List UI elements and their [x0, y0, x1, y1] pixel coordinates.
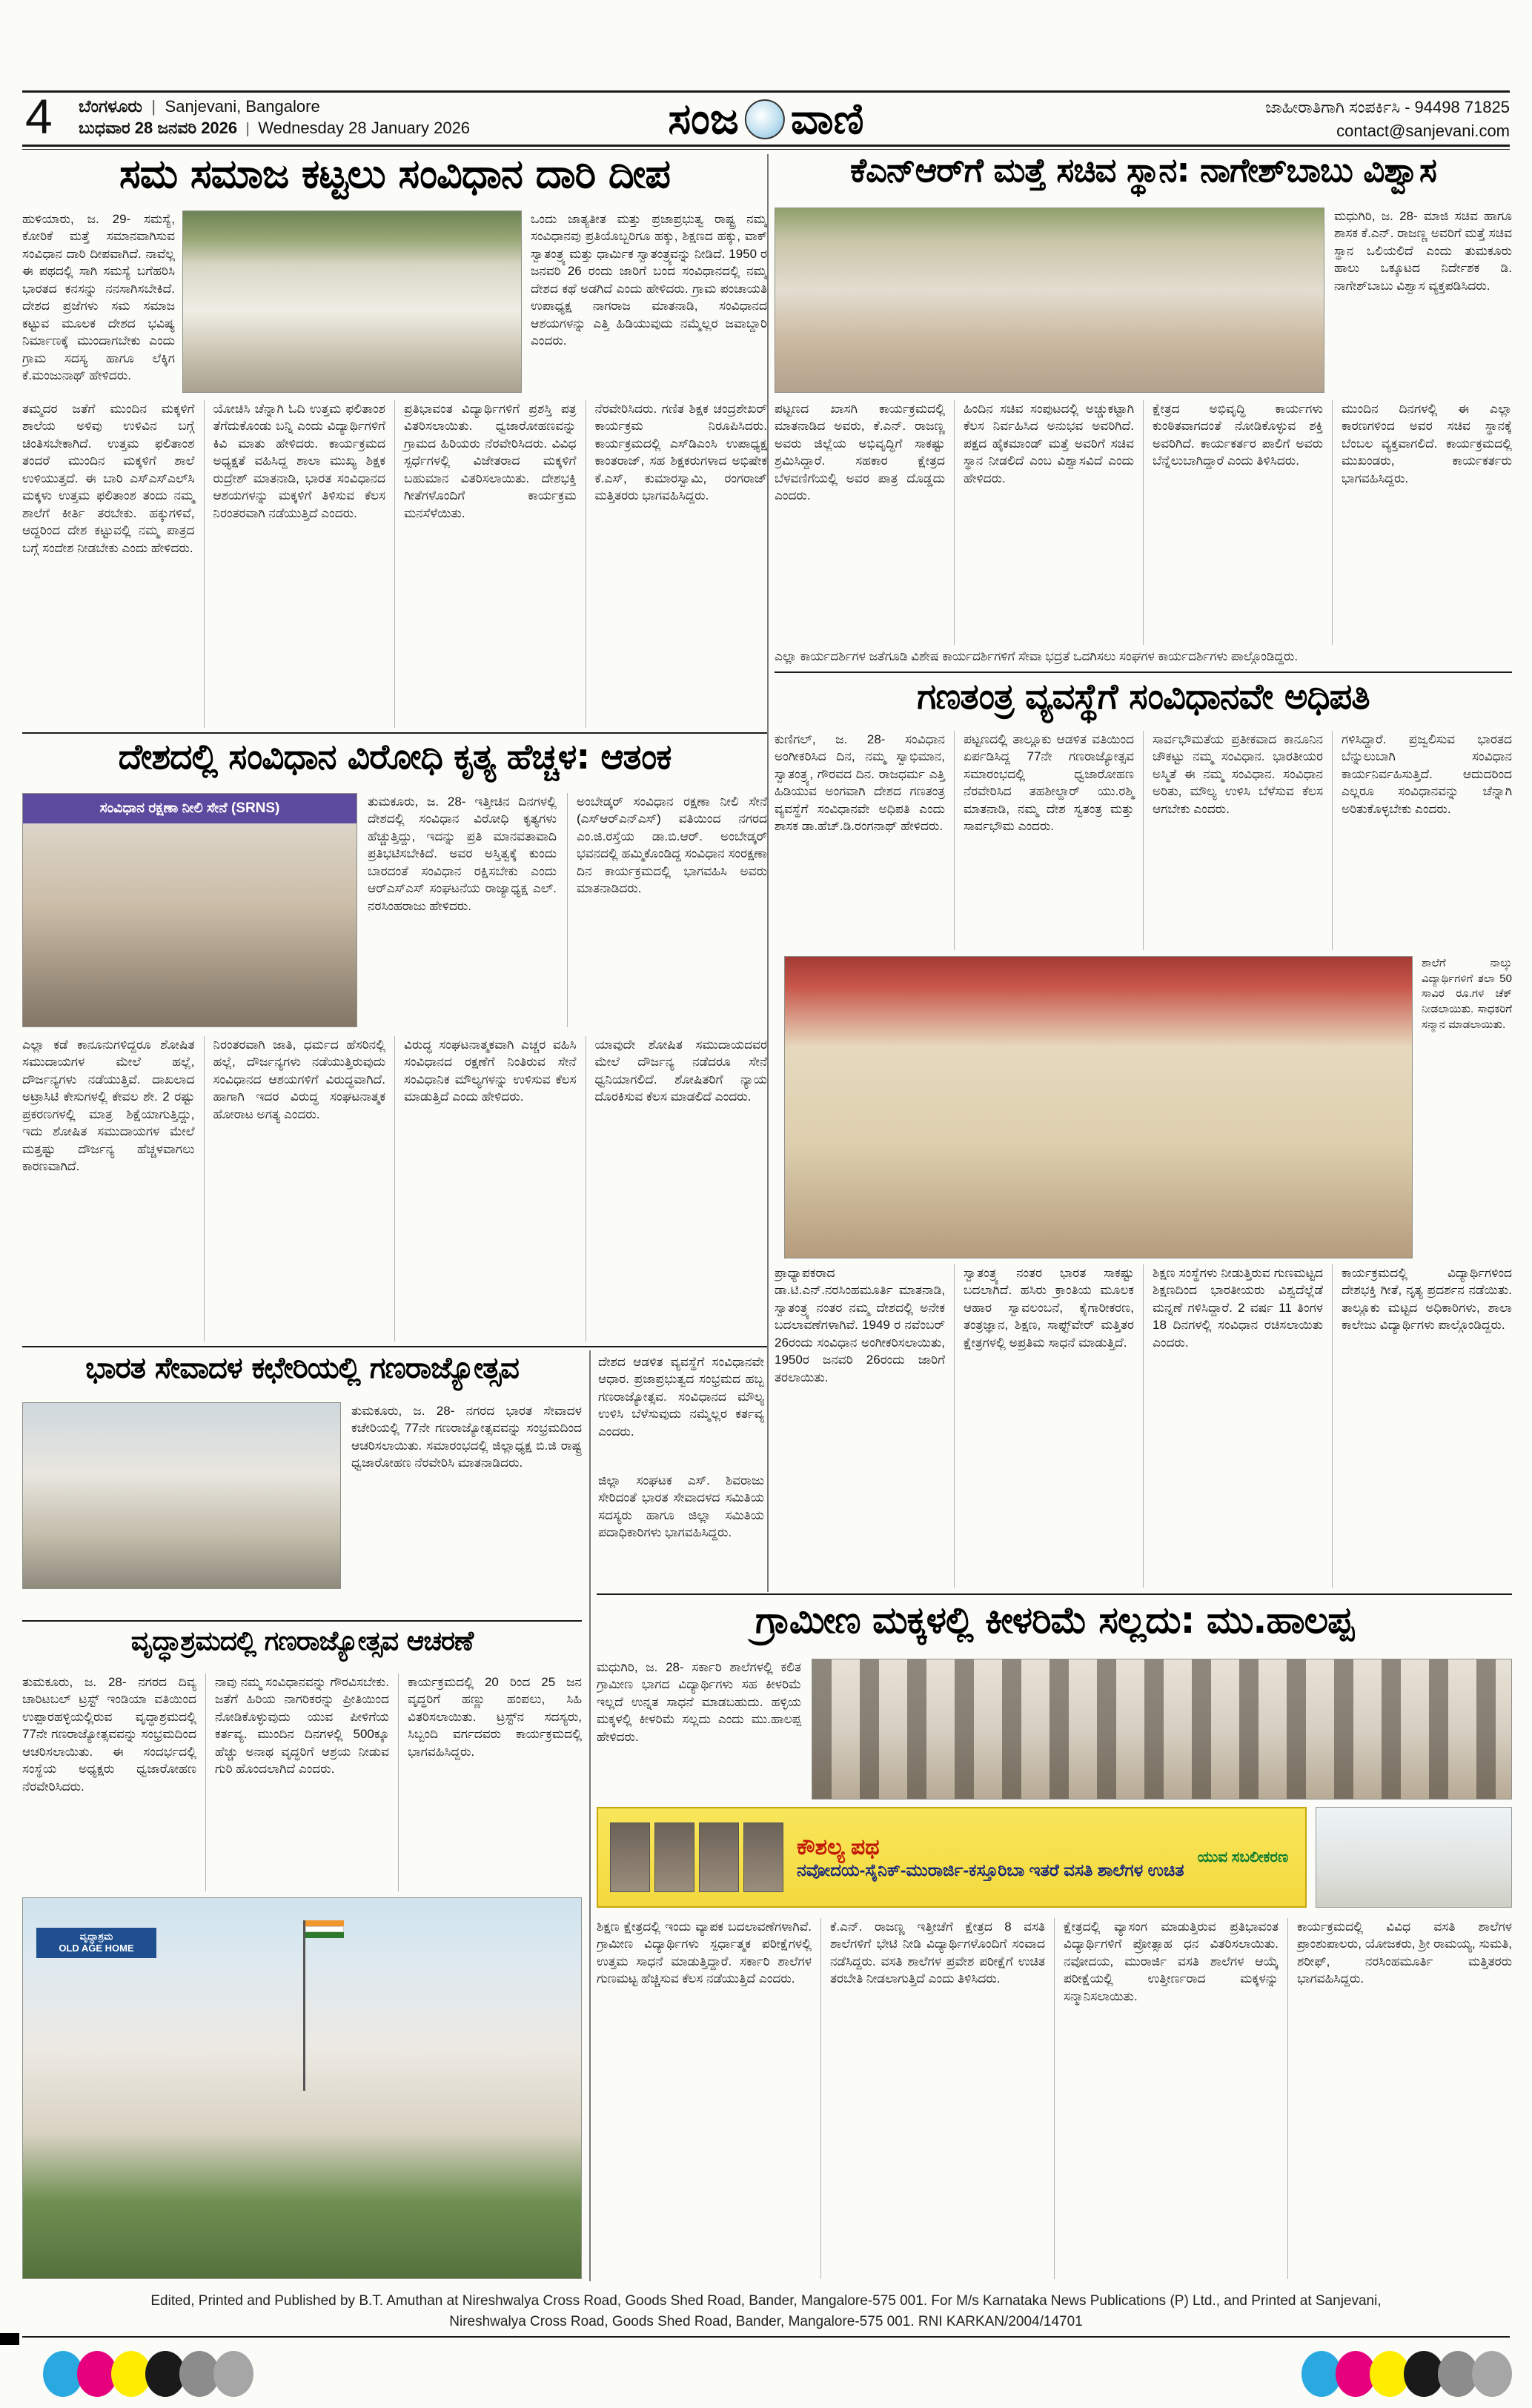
article-a4-col-1: ತುಮಕೂರು, ಜ. 28- ನಗರದ ದಿವ್ಯ ಚಾರಿಟಬಲ್ ಟ್ರಸ್ಟ್ ಇಂಡಿಯಾ ವತಿಯಿಂದ ಉಪ್ಪಾರಹಳ್ಳಿಯಲ್ಲಿರುವ ವೃದ್ಧಾಶ್ರಮದಲ್ಲಿ 77ನೇ ಗಣರಾಜ್ಯೋತ್ಸವವನ್ನು ಸಂಭ್ರಮದಿಂದ ಆಚರಿಸಲಾಯಿತು. ಈ ಸಂದರ್ಭದಲ್ಲಿ ಸಂಸ್ಥೆಯ ಅಧ್ಯಕ್ಷರು ಧ್ವಜಾರೋಹಣ ನೆರವೇರಿಸಿದರು.	[22, 1675, 196, 1794]
bottom-article-body	[597, 1918, 1512, 2279]
article-a1-col-1: ತಮ್ಮದರ ಜತೆಗೆ ಮುಂದಿನ ಮಕ್ಕಳಿಗೆ ಶಾಲೆಯ ಅಳಿವು ಉಳಿವಿನ ಬಗ್ಗೆ ಚಿಂತಿಸಬೇಕಾಗಿದೆ. ಉತ್ತಮ ಫಲಿತಾಂಶ ತಂದರೆ ಮುಂದಿನ ಮಕ್ಕಳಿಗೆ ಶಾಲೆ ಉಳಿಯುತ್ತದೆ. ಈ ಬಾರಿ ಎಸ್ಎಸ್ಎಲ್‌ಸಿ ಮಕ್ಕಳು ಉತ್ತಮ ಫಲಿತಾಂಶ ತಂದು ನಮ್ಮ ಶಾಲೆಗೆ ಕೀರ್ತಿ ತರಬೇಕು. ಹಕ್ಕುಗಳಿವೆ, ಆದ್ದರಿಂದ ದೇಶ ಕಟ್ಟುವಲ್ಲಿ ನಮ್ಮ ಪಾತ್ರದ ಬಗ್ಗೆ ಸಂದೇಶ ನೀಡಬೇಕು ಎಂದು ಹೇಳಿದರು.	[22, 402, 195, 555]
top-rule	[22, 90, 1510, 93]
masthead-text-left: ಸಂಜ	[668, 93, 739, 144]
date-english: Wednesday 28 January 2026	[258, 119, 471, 137]
article-a3-col-2: ದೇಶದ ಆಡಳಿತ ವ್ಯವಸ್ಥೆಗೆ ಸಂವಿಧಾನವೇ ಆಧಾರ. ಪ್ರಜಾಪ್ರಭುತ್ವದ ಸಂಭ್ರಮದ ಹಬ್ಬ ಗಣರಾಜ್ಯೋತ್ಸವ. ಸಂವಿಧಾನದ ಮೌಲ್ಯ ಉಳಿಸಿ ಬೆಳೆಸುವುದು ನಮ್ಮೆಲ್ಲರ ಕರ್ತವ್ಯ ಎಂದರು.	[598, 1355, 764, 1439]
article-a2-col-2: ಅಂಬೇಡ್ಕರ್ ಸಂವಿಧಾನ ರಕ್ಷಣಾ ನೀಲಿ ಸೇನೆ (ಎಸ್‌ಆರ್‌ಎನ್‌ಎಸ್) ವತಿಯಿಂದ ನಗರದ ಎಂ.ಜಿ.ರಸ್ತೆಯ ಡಾ.ಬಿ.ಆರ್. ಅಂಬೇಡ್ಕರ್ ಭವನದಲ್ಲಿ ಹಮ್ಮಿಕೊಂಡಿದ್ದ ಸಂವಿಧಾನ ಸಂರಕ್ಷಣಾ ದಿನ ಕಾರ್ಯಕ್ರಮದಲ್ಲಿ ಭಾಗವಹಿಸಿ ಅವರು ಮಾತನಾಡಿದರು.	[567, 793, 767, 1027]
masthead-logo-icon	[745, 99, 785, 139]
bottom-article-col-1: ಶಿಕ್ಷಣ ಕ್ಷೇತ್ರದಲ್ಲಿ ಇಂದು ವ್ಯಾಪಕ ಬದಲಾವಣೆಗಳಾಗಿವೆ. ಗ್ರಾಮೀಣ ವಿದ್ಯಾರ್ಥಿಗಳು ಸ್ಪರ್ಧಾತ್ಮಕ ಪರೀಕ್ಷೆಗಳಲ್ಲಿ ಉತ್ತಮ ಸಾಧನೆ ಮಾಡುತ್ತಿದ್ದಾರೆ. ಸರ್ಕಾರಿ ಶಾಲೆಗಳ ಗುಣಮಟ್ಟ ಹೆಚ್ಚಿಸುವ ಕೆಲಸ ನಡೆಯುತ್ತಿದೆ ಎಂದರು.	[597, 1920, 812, 1986]
edition-separator: |	[151, 97, 156, 116]
article-a4-col-3: ಕಾರ್ಯಕ್ರಮದಲ್ಲಿ 20 ರಿಂದ 25 ಜನ ವೃದ್ಧರಿಗೆ ಹಣ್ಣು ಹಂಪಲು, ಸಿಹಿ ವಿತರಿಸಲಾಯಿತು. ಟ್ರಸ್ಟ್‌ನ ಸದಸ್ಯರು, ಸಿಬ್ಬಂದಿ ವರ್ಗದವರು ಕಾರ್ಯಕ್ರಮದಲ್ಲಿ ಭಾಗವಹಿಸಿದ್ದರು.	[398, 1674, 582, 1891]
article-r2-col-7: ಶಿಕ್ಷಣ ಸಂಸ್ಥೆಗಳು ನೀಡುತ್ತಿರುವ ಗುಣಮಟ್ಟದ ಶಿಕ್ಷಣದಿಂದ ಭಾರತೀಯರು ವಿಶ್ವದೆಲ್ಲೆಡೆ ಮನ್ನಣೆ ಗಳಿಸಿದ್ದಾರೆ. 2 ವರ್ಷ 11 ತಿಂಗಳ 18 ದಿನಗಳಲ್ಲಿ ಸಂವಿಧಾನ ರಚಿಸಲಾಯಿತು ಎಂದರು.	[1143, 1264, 1332, 1588]
article-a2-col-1: ತುಮಕೂರು, ಜ. 28- ಇತ್ತೀಚಿನ ದಿನಗಳಲ್ಲಿ ದೇಶದಲ್ಲಿ ಸಂವಿಧಾನ ವಿರೋಧಿ ಕೃತ್ಯಗಳು ಹೆಚ್ಚುತ್ತಿದ್ದು, ಇದನ್ನು ಪ್ರತಿ ಮಾನವತಾವಾದಿ ಪ್ರತಿಭಟಿಸಬೇಕಿದೆ. ಅವರ ಅಸ್ತಿತ್ವಕ್ಕೆ ಕುಂದು ಬಾರದಂತೆ ಸಂವಿಧಾನ ರಕ್ಷಿಸಬೇಕು ಎಂದು ಆರ್‌ಎಸ್‌ಎಸ್ ಸಂಘಟನೆಯ ರಾಜ್ಯಾಧ್ಯಕ್ಷ ಎಲ್. ನರಸಿಂಹರಾಜು ಹೇಳಿದರು.	[368, 795, 557, 913]
article-r2-col-4: ಗಳಿಸಿದ್ದಾರೆ. ಪ್ರಜ್ವಲಿಸುವ ಭಾರತದ ಬೆನ್ನುಲುಬಾಗಿ ಸಂವಿಧಾನ ಕಾರ್ಯನಿರ್ವಹಿಸುತ್ತಿದೆ. ಆದುದರಿಂದ ಎಲ್ಲರೂ ಸಂವಿಧಾನವನ್ನು ಚೆನ್ನಾಗಿ ಅರಿತುಕೊಳ್ಳಬೇಕು ಎಂದರು.	[1332, 731, 1512, 950]
photo-srns-banner-text: ಸಂವಿಧಾನ ರಕ್ಷಣಾ ನೀಲಿ ಸೇನೆ (SRNS)	[23, 794, 357, 823]
article-a1-col-4: ನೆರವೇರಿಸಿದರು. ಗಣಿತ ಶಿಕ್ಷಕ ಚಂದ್ರಶೇಖರ್ ಕಾರ್ಯಕ್ರಮ ನಿರೂಪಿಸಿದರು. ಕಾರ್ಯಕ್ರಮದಲ್ಲಿ ಎಸ್‌ಡಿಎಂಸಿ ಉಪಾಧ್ಯಕ್ಷ ಕಾಂತರಾಜ್, ಸಹ ಶಿಕ್ಷಕರುಗಳಾದ ಅಭಿಷೇಕ ಕೆ.ಎಸ್, ಕುಮಾರಸ್ವಾಮಿ, ರಂಗರಾಜ್ ಮತ್ತಿತರರು ಭಾಗವಹಿಸಿದ್ದರು.	[586, 400, 768, 728]
article-r1-lead-column: ಮಧುಗಿರಿ, ಜ. 28- ಮಾಜಿ ಸಚಿವ ಹಾಗೂ ಶಾಸಕ ಕೆ.ಎನ್. ರಾಜಣ್ಣ ಅವರಿಗೆ ಮತ್ತೆ ಸಚಿವ ಸ್ಥಾನ ಒಲಿಯಲಿದೆ ಎಂದು ತುಮಕೂರು ಹಾಲು ಒಕ್ಕೂಟದ ನಿರ್ದೇಶಕ ಡಿ. ನಾಗೇಶ್‌ಬಾಬು ವಿಶ್ವಾಸ ವ್ಯಕ್ತಪಡಿಸಿದರು.	[1334, 209, 1512, 293]
article-r1-col-2: ಹಿಂದಿನ ಸಚಿವ ಸಂಪುಟದಲ್ಲಿ ಅಚ್ಚುಕಟ್ಟಾಗಿ ಕೆಲಸ ನಿರ್ವಹಿಸಿದ ಅನುಭವ ಅವರಿಗಿದೆ. ಪಕ್ಷದ ಹೈಕಮಾಂಡ್ ಮತ್ತೆ ಅವರಿಗೆ ಸಚಿವ ಸ್ಥಾನ ನೀಡಲಿದೆ ಎಂಬ ವಿಶ್ವಾಸವಿದೆ ಎಂದು ಹೇಳಿದರು.	[954, 400, 1143, 645]
contact-phone: ಜಾಹೀರಾತಿಗಾಗಿ ಸಂಪರ್ಕಿಸಿ - 94498 71825	[1265, 98, 1510, 116]
article-a2-col-4: ನಿರಂತರವಾಗಿ ಜಾತಿ, ಧರ್ಮದ ಹೆಸರಿನಲ್ಲಿ ಹಲ್ಲೆ, ದೌರ್ಜನ್ಯಗಳು ನಡೆಯುತ್ತಿರುವುದು ಸಂವಿಧಾನದ ಆಶಯಗಳಿಗೆ ವಿರುದ್ಧವಾಗಿದೆ. ಹಾಗಾಗಿ ಇದರ ವಿರುದ್ಧ ಸಂಘಟನಾತ್ಮಕ ಹೋರಾಟ ಅಗತ್ಯ ಎಂದರು.	[204, 1036, 395, 1341]
date-kannada: ಬುಧವಾರ 28 ಜನವರಿ 2026	[79, 119, 238, 137]
date-line	[79, 119, 470, 138]
article-r2-body-top	[775, 731, 1512, 950]
regmark-gray-2	[1472, 2351, 1512, 2397]
article-a1-lead-column: ಹುಳಿಯಾರು, ಜ. 29- ಸಮಸ್ಯೆ, ಕೋರಿಕೆ ಮತ್ತೆ ಸಮಾನವಾಗಿಸುವ ಸಂವಿಧಾನ ದಾರಿ ದೀಪವಾಗಿದೆ. ನಾವೆಲ್ಲ ಈ ಪಥದಲ್ಲಿ ಸಾಗಿ ಸಮಸ್ಯೆ ಬಗೆಹರಿಸಿ ಭಾರತದ ಕನಸನ್ನು ನನಸಾಗಿಸಬೇಕಿದೆ. ದೇಶದ ಪ್ರಜೆಗಳು ಸಮ ಸಮಾಜ ಕಟ್ಟುವ ಮೂಲಕ ದೇಶದ ಭವಿಷ್ಯ ನಿರ್ಮಾಣಕ್ಕೆ ಮುಂದಾಗಬೇಕು ಎಂದು ಗ್ರಾಮ ಸದಸ್ಯ ಹಾಗೂ ಲೆಕ್ಕಿಗ ಕೆ.ಮಂಜುನಾಥ್ ಹೇಳಿದರು.	[22, 212, 175, 383]
article-a1-body	[22, 400, 767, 728]
signboard-line-english: OLD AGE HOME	[59, 1943, 134, 1954]
bottom-article-col-2: ಕೆ.ಎನ್. ರಾಜಣ್ಣ ಇತ್ತೀಚೆಗೆ ಕ್ಷೇತ್ರದ 8 ವಸತಿ ಶಾಲೆಗಳಿಗೆ ಭೇಟಿ ನೀಡಿ ವಿದ್ಯಾರ್ಥಿಗಳೊಂದಿಗೆ ಸಂವಾದ ನಡೆಸಿದ್ದರು. ವಸತಿ ಶಾಲೆಗಳ ಪ್ರವೇಶ ಪರೀಕ್ಷೆಗೆ ಉಚಿತ ತರಬೇತಿ ನೀಡಲಾಗುತ್ತಿದೆ ಎಂದು ತಿಳಿಸಿದರು.	[820, 1918, 1054, 2279]
article-r1-col-1: ಪಟ್ಟಣದ ಖಾಸಗಿ ಕಾರ್ಯಕ್ರಮದಲ್ಲಿ ಮಾತನಾಡಿದ ಅವರು, ಕೆ.ಎನ್. ರಾಜಣ್ಣ ಅವರು ಜಿಲ್ಲೆಯ ಅಭಿವೃದ್ಧಿಗೆ ಸಾಕಷ್ಟು ಶ್ರಮಿಸಿದ್ದಾರೆ. ಸಹಕಾರ ಕ್ಷೇತ್ರದ ಬೆಳವಣಿಗೆಯಲ್ಲಿ ಅವರ ಪಾತ್ರ ದೊಡ್ಡದು ಎಂದರು.	[775, 402, 945, 503]
article-r2-col-2: ಪಟ್ಟಣದಲ್ಲಿ ತಾಲ್ಲೂಕು ಆಡಳಿತ ವತಿಯಿಂದ ಏರ್ಪಡಿಸಿದ್ದ 77ನೇ ಗಣರಾಜ್ಯೋತ್ಸವ ಸಮಾರಂಭದಲ್ಲಿ ಧ್ವಜಾರೋಹಣ ನೆರವೇರಿಸಿದ ತಹಶೀಲ್ದಾರ್ ಯು.ರಶ್ಮಿ ಮಾತನಾಡಿ, ನಮ್ಮ ದೇಶ ಸ್ವತಂತ್ರ ಮತ್ತು ಸಾರ್ವಭೌಮ ಎಂದರು.	[954, 731, 1143, 950]
edition-city: ಬೆಂಗಳೂರು	[79, 96, 142, 116]
article-a4-col-2: ನಾವು ನಮ್ಮ ಸಂವಿಧಾನವನ್ನು ಗೌರವಿಸಬೇಕು. ಜತೆಗೆ ಹಿರಿಯ ನಾಗರಿಕರನ್ನು ಪ್ರೀತಿಯಿಂದ ನೋಡಿಕೊಳ್ಳುವುದು ಯುವ ಪೀಳಿಗೆಯ ಕರ್ತವ್ಯ. ಮುಂದಿನ ದಿನಗಳಲ್ಲಿ 500ಕ್ಕೂ ಹೆಚ್ಚು ಅನಾಥ ವೃದ್ಧರಿಗೆ ಆಶ್ರಯ ನೀಡುವ ಗುರಿ ಹೊಂದಲಾಗಿದೆ ಎಂದರು.	[205, 1674, 398, 1891]
headline-constitution-supreme: ಗಣತಂತ್ರ ವ್ಯವಸ್ಥೆಗೆ ಸಂವಿಧಾನವೇ ಅಧಿಪತಿ	[917, 679, 1370, 717]
masthead-text-right: ವಾಣಿ	[790, 93, 864, 144]
article-r2-side-column: ಶಾಲೆಗೆ ನಾಲ್ಕು ವಿದ್ಯಾರ್ಥಿಗಳಿಗೆ ತಲಾ 50 ಸಾವಿರ ರೂ.ಗಳ ಚೆಕ್ ನೀಡಲಾಯಿತು. ಸಾಧಕರಿಗೆ ಸನ್ಮಾನ ಮಾಡಲಾಯಿತು.	[1422, 957, 1512, 1031]
main-column-divider	[767, 154, 769, 1592]
photo-stage-garlands	[784, 956, 1413, 1258]
headline-rural-children: ಗ್ರಾಮೀಣ ಮಕ್ಕಳಲ್ಲಿ ಕೀಳರಿಮೆ ಸಲ್ಲದು: ಮು.ಹಾಲಪ್ಪ	[755, 1601, 1353, 1642]
photo-srns-group	[22, 793, 357, 1027]
ad-banner-residential-schools	[597, 1807, 1307, 1908]
article-r2-col-1: ಕುಣಿಗಲ್, ಜ. 28- ಸಂವಿಧಾನ ಅಂಗೀಕರಿಸಿದ ದಿನ, ನಮ್ಮ ಸ್ವಾಭಿಮಾನ, ಸ್ವಾತಂತ್ರ್ಯ, ಗೌರವದ ದಿನ. ರಾಜಧರ್ಮ ಎತ್ತಿ ಹಿಡಿಯುವ ಅಂಗವಾಗಿ ದೇಶದ ಗಣತಂತ್ರ ವ್ಯವಸ್ಥೆಗೆ ಸಂವಿಧಾನವೇ ಅಧಿಪತಿ ಎಂದು ಶಾಸಕ ಡಾ.ಹೆಚ್.ಡಿ.ರಂಗನಾಥ್ ಹೇಳಿದರು.	[775, 732, 945, 834]
ad-banner-tagline-2: ಯುವ ಸಬಲೀಕರಣ	[1197, 1848, 1289, 1865]
header-rule-thin	[22, 149, 1510, 150]
article-a2-body	[22, 1036, 767, 1341]
article-r2-col-6: ಸ್ವಾತಂತ್ರ್ಯ ನಂತರ ಭಾರತ ಸಾಕಷ್ಟು ಬದಲಾಗಿದೆ. ಹಸಿರು ಕ್ರಾಂತಿಯ ಮೂಲಕ ಆಹಾರ ಸ್ವಾವಲಂಬನೆ, ಕೈಗಾರೀಕರಣ, ತಂತ್ರಜ್ಞಾನ, ಶಿಕ್ಷಣ, ಸಾಫ್ಟ್‌ವೇರ್ ಮತ್ತಿತರ ಕ್ಷೇತ್ರಗಳಲ್ಲಿ ಅಪ್ರತಿಮ ಸಾಧನೆ ಮಾಡುತ್ತಿದೆ.	[954, 1264, 1143, 1588]
article-a2-col-3: ಎಲ್ಲಾ ಕಡೆ ಕಾನೂನುಗಳಿದ್ದರೂ ಶೋಷಿತ ಸಮುದಾಯಗಳ ಮೇಲೆ ಹಲ್ಲೆ, ದೌರ್ಜನ್ಯಗಳು ನಡೆಯುತ್ತಿವೆ. ದಾಖಲಾದ ಅಟ್ರಾಸಿಟಿ ಕೇಸುಗಳಲ್ಲಿ ಕೇವಲ ಶೇ. 2 ರಷ್ಟು ಪ್ರಕರಣಗಳಲ್ಲಿ ಮಾತ್ರ ಶಿಕ್ಷೆಯಾಗುತ್ತಿದ್ದು, ಇದು ಶೋಷಿತ ಸಮುದಾಯಗಳ ಮೇಲೆ ಮತ್ತಷ್ಟು ದೌರ್ಜನ್ಯ ಹೆಚ್ಚಳವಾಗಲು ಕಾರಣವಾಗಿದೆ.	[22, 1038, 195, 1174]
date-separator: |	[245, 121, 250, 137]
signboard-line-kannada: ವೃದ್ಧಾಶ್ರಮ	[79, 1931, 113, 1942]
masthead	[668, 93, 863, 145]
headline-constitution-lamp: ಸಮ ಸಮಾಜ ಕಟ್ಟಲು ಸಂವಿಧಾನ ದಾರಿ ದೀಪ	[119, 153, 670, 197]
edition-line	[79, 96, 320, 116]
article-r2-col-5: ಪ್ರಾಧ್ಯಾಪಕರಾದ ಡಾ.ಟಿ.ಎನ್.ನರಸಿಂಹಮೂರ್ತಿ ಮಾತನಾಡಿ, ಸ್ವಾತಂತ್ರ್ಯ ನಂತರ ನಮ್ಮ ದೇಶದಲ್ಲಿ ಅನೇಕ ಬದಲಾವಣೆಗಳಾಗಿವೆ. 1949 ರ ನವೆಂಬರ್ 26ರಂದು ಸಂವಿಧಾನ ಅಂಗೀಕರಿಸಲಾಯಿತು, 1950ರ ಜನವರಿ 26ರಂದು ಜಾರಿಗೆ ತರಲಾಯಿತು.	[775, 1266, 945, 1384]
headline-anti-constitution-acts: ದೇಶದಲ್ಲಿ ಸಂವಿಧಾನ ವಿರೋಧಿ ಕೃತ್ಯ ಹೆಚ್ಚಳ: ಆತಂಕ	[118, 740, 672, 777]
regmark-gray-2	[213, 2351, 253, 2397]
article-r2-body-bottom	[775, 1264, 1512, 1588]
article-a2-col-5: ವಿರುದ್ಧ ಸಂಘಟನಾತ್ಮಕವಾಗಿ ಎಚ್ಚರ ವಹಿಸಿ ಸಂವಿಧಾನದ ರಕ್ಷಣೆಗೆ ನಿಂತಿರುವ ಸೇನೆ ಸಂವಿಧಾನಿಕ ಮೌಲ್ಯಗಳನ್ನು ಉಳಿಸುವ ಕೆಲಸ ಮಾಡುತ್ತಿದೆ ಎಂದು ಹೇಳಿದರು.	[394, 1036, 586, 1341]
photo-dignitaries-row	[812, 1659, 1512, 1800]
contact-email: contact@sanjevani.com	[1336, 122, 1510, 140]
photo-crowd-posters	[775, 208, 1324, 393]
headline-old-age-home-republic-day: ವೃದ್ಧಾಶ್ರಮದಲ್ಲಿ ಗಣರಾಜ್ಯೋತ್ಸವ ಆಚರಣೆ	[130, 1628, 474, 1656]
article-a3-col-3: ಜಿಲ್ಲಾ ಸಂಘಟಕ ಎಸ್. ಶಿವರಾಜು ಸೇರಿದಂತೆ ಭಾರತ ಸೇವಾದಳದ ಸಮಿತಿಯ ಸದಸ್ಯರು ಹಾಗೂ ಜಿಲ್ಲಾ ಸಮಿತಿಯ ಪದಾಧಿಕಾರಿಗಳು ಭಾಗವಹಿಸಿದ್ದರು.	[598, 1473, 764, 1540]
bottom-article-top-rule	[597, 1593, 1512, 1595]
bottom-article-col-4: ಕಾರ್ಯಕ್ರಮದಲ್ಲಿ ವಿವಿಧ ವಸತಿ ಶಾಲೆಗಳ ಪ್ರಾಂಶುಪಾಲರು, ಯೋಜಕರು, ಶ್ರೀ ರಾಮಯ್ಯ, ಸುಮತಿ, ಶರೀಫ್, ನರಸಿಂಹಮೂರ್ತಿ ಮತ್ತಿತರರು ಭಾಗವಹಿಸಿದ್ದರು.	[1287, 1918, 1512, 2279]
ad-banner-main-line: ನವೋದಯ-ಸೈನಿಕ್-ಮುರಾರ್ಜಿ-ಕಸ್ತೂರಿಬಾ ಇತರೆ ವಸತಿ ಶಾಲೆಗಳ ಉಚಿತ	[797, 1860, 1184, 1880]
article-a1-right-column: ಒಂದು ಜಾತ್ಯತೀತ ಮತ್ತು ಪ್ರಜಾಪ್ರಭುತ್ವ ರಾಷ್ಟ್ರ ನಮ್ಮ ಸಂವಿಧಾನವು ಪ್ರತಿಯೊಬ್ಬರಿಗೂ ಹಕ್ಕು, ಶಿಕ್ಷಣದ ಹಕ್ಕು, ವಾಕ್ ಸ್ವಾತಂತ್ರ್ಯ ಮತ್ತು ಧಾರ್ಮಿಕ ಸ್ವಾತಂತ್ರ್ಯವನ್ನು ನೀಡಿದೆ. 1950 ರ ಜನವರಿ 26 ರಂದು ಜಾರಿಗೆ ಬಂದ ಸಂವಿಧಾನದಲ್ಲಿ ನಮ್ಮ ದೇಶದ ಕಥೆ ಅಡಗಿದೆ ಎಂದು ಹೇಳಿದರು. ಗ್ರಾಮ ಪಂಚಾಯತಿ ಉಪಾಧ್ಯಕ್ಷ ನಾಗರಾಜ ಮಾತನಾಡಿ, ಸಂವಿಧಾನದ ಆಶಯಗಳನ್ನು ಎತ್ತಿ ಹಿಡಿಯುವುದು ನಮ್ಮೆಲ್ಲರ ಜವಾಬ್ದಾರಿ ಎಂದರು.	[531, 212, 767, 348]
article-r2-col-8: ಕಾರ್ಯಕ್ರಮದಲ್ಲಿ ವಿದ್ಯಾರ್ಥಿಗಳಿಂದ ದೇಶಭಕ್ತಿ ಗೀತೆ, ನೃತ್ಯ ಪ್ರದರ್ಶನ ನಡೆಯಿತು. ತಾಲ್ಲೂಕು ಮಟ್ಟದ ಅಧಿಕಾರಿಗಳು, ಶಾಲಾ ಕಾಲೇಜು ವಿದ್ಯಾರ್ಥಿಗಳು ಪಾಲ್ಗೊಂಡಿದ್ದರು.	[1332, 1264, 1512, 1588]
color-registration-marks-left	[43, 2351, 248, 2397]
old-age-home-signboard	[36, 1928, 156, 1958]
photo-flag-salute	[22, 1402, 341, 1589]
article-r1-body	[775, 400, 1512, 645]
header-rule-thick	[22, 145, 1510, 147]
indian-flag-icon	[305, 1920, 344, 1938]
r1-bottom-rule	[775, 671, 1512, 673]
imprint-line-1: Edited, Printed and Published by B.T. Amuthan at Nireshwalya Cross Road, Goods Shed Road, Bander, Mangalore-575 001. For M/s Karnataka News Publications (P) Ltd., and Printed at Sanjevani,	[150, 2293, 1382, 2309]
ad-small-graphic	[1316, 1807, 1512, 1908]
bottom-article-col-3: ಕ್ಷೇತ್ರದಲ್ಲಿ ವ್ಯಾಸಂಗ ಮಾಡುತ್ತಿರುವ ಪ್ರತಿಭಾವಂತ ವಿದ್ಯಾರ್ಥಿಗಳಿಗೆ ಪ್ರೋತ್ಸಾಹ ಧನ ವಿತರಿಸಲಾಯಿತು. ನವೋದಯ, ಮುರಾರ್ಜಿ ವಸತಿ ಶಾಲೆಗಳ ಆಯ್ಕೆ ಪರೀಕ್ಷೆಯಲ್ಲಿ ಉತ್ತೀರ್ಣರಾದ ಮಕ್ಕಳನ್ನು ಸನ್ಮಾನಿಸಲಾಯಿತು.	[1054, 1918, 1287, 2279]
a4-top-rule	[22, 1620, 582, 1622]
registration-mark-left-bar	[0, 2333, 19, 2345]
headline-knr-minister-post: ಕೆಎನ್‌ಆರ್‌ಗೆ ಮತ್ತೆ ಸಚಿವ ಸ್ಥಾನ: ನಾಗೇಶ್‌ಬಾಬು ವಿಶ್ವಾಸ	[850, 153, 1436, 190]
a2-bottom-rule	[22, 1346, 767, 1347]
article-a4-body	[22, 1674, 582, 1891]
left-bottom-divider	[589, 1350, 591, 2281]
ad-banner-photos	[610, 1822, 783, 1892]
contact-block	[1265, 98, 1510, 141]
a1-bottom-rule	[22, 732, 767, 734]
article-a3-col-1: ತುಮಕೂರು, ಜ. 28- ನಗರದ ಭಾರತ ಸೇವಾದಳ ಕಚೇರಿಯಲ್ಲಿ 77ನೇ ಗಣರಾಜ್ಯೋತ್ಸವವನ್ನು ಸಂಭ್ರಮದಿಂದ ಆಚರಿಸಲಾಯಿತು. ಸಮಾರಂಭದಲ್ಲಿ ಜಿಲ್ಲಾಧ್ಯಕ್ಷ ಬಿ.ಜಿ ರಾಷ್ಟ್ರ ಧ್ವಜಾರೋಹಣ ನೆರವೇರಿಸಿ ಮಾತನಾಡಿದರು.	[351, 1404, 582, 1470]
photo-flag-hoisting	[182, 210, 522, 393]
color-registration-marks-right	[1301, 2351, 1506, 2397]
photo-srns-crowd	[23, 823, 357, 1026]
bottom-article-lead-column: ಮಧುಗಿರಿ, ಜ. 28- ಸರ್ಕಾರಿ ಶಾಲೆಗಳಲ್ಲಿ ಕಲಿತ ಗ್ರಾಮೀಣ ಭಾಗದ ವಿದ್ಯಾರ್ಥಿಗಳು ಸಹ ಕೀಳರಿಮೆ ಇಲ್ಲದೆ ಉನ್ನತ ಸಾಧನೆ ಮಾಡಬಹುದು. ಹಳ್ಳಿಯ ಮಕ್ಕಳಲ್ಲಿ ಕೀಳರಿಮೆ ಸಲ್ಲದು ಎಂದು ಮು.ಹಾಲಪ್ಪ ಹೇಳಿದರು.	[597, 1660, 801, 1744]
article-a1-col-2: ಯೋಚಿಸಿ ಚೆನ್ನಾಗಿ ಓದಿ ಉತ್ತಮ ಫಲಿತಾಂಶ ತೆಗೆದುಕೊಂಡು ಬನ್ನಿ ಎಂದು ವಿದ್ಯಾರ್ಥಿಗಳಿಗೆ ಕಿವಿ ಮಾತು ಹೇಳಿದರು. ಕಾರ್ಯಕ್ರಮದ ಅಧ್ಯಕ್ಷತೆ ವಹಿಸಿದ್ದ ಶಾಲಾ ಮುಖ್ಯ ಶಿಕ್ಷಕ ರುದ್ರೇಶ್ ಮಾತನಾಡಿ, ಭಾರತ ಸಂವಿಧಾನದ ಆಶಯಗಳನ್ನು ಮಕ್ಕಳಿಗೆ ತಿಳಿಸುವ ಕೆಲಸ ನಿರಂತರವಾಗಿ ನಡೆಯುತ್ತಿದೆ ಎಂದರು.	[204, 400, 395, 728]
page-number: 4	[25, 89, 53, 144]
footer-rule	[22, 2336, 1510, 2338]
photo-old-age-home	[22, 1897, 582, 2279]
ad-banner-tagline-1: ಕೌಶಲ್ಯ ಪಥ	[797, 1834, 880, 1860]
article-r2-col-3: ಸಾರ್ವಭೌಮತೆಯ ಪ್ರತೀಕವಾದ ಕಾನೂನಿನ ಚೌಕಟ್ಟು ನಮ್ಮ ಸಂವಿಧಾನ. ಭಾರತೀಯರ ಅಸ್ಮಿತೆ ಈ ನಮ್ಮ ಸಂವಿಧಾನ. ಸಂವಿಧಾನ ಅರಿತು, ಮೌಲ್ಯ ಉಳಿಸಿ ಬೆಳೆಸುವ ಕೆಲಸ ಆಗಬೇಕು ಎಂದರು.	[1143, 731, 1332, 950]
headline-sevadal-republic-day: ಭಾರತ ಸೇವಾದಳ ಕಛೇರಿಯಲ್ಲಿ ಗಣರಾಜ್ಯೋತ್ಸವ	[85, 1353, 519, 1385]
article-a1-col-3: ಪ್ರತಿಭಾವಂತ ವಿದ್ಯಾರ್ಥಿಗಳಿಗೆ ಪ್ರಶಸ್ತಿ ಪತ್ರ ವಿತರಿಸಲಾಯಿತು. ಧ್ವಜಾರೋಹಣವನ್ನು ಗ್ರಾಮದ ಹಿರಿಯರು ನೆರವೇರಿಸಿದರು. ವಿವಿಧ ಸ್ಪರ್ಧೆಗಳಲ್ಲಿ ವಿಜೇತರಾದ ಮಕ್ಕಳಿಗೆ ಬಹುಮಾನ ವಿತರಿಸಲಾಯಿತು. ದೇಶಭಕ್ತಿ ಗೀತೆಗಳೊಂದಿಗೆ ಕಾರ್ಯಕ್ರಮ ಮನಸೆಳೆಯಿತು.	[394, 400, 586, 728]
edition-name: Sanjevani, Bangalore	[165, 97, 320, 116]
article-r1-last-line: ಎಲ್ಲಾ ಕಾರ್ಯದರ್ಶಿಗಳ ಜತೆಗೂಡಿ ವಿಶೇಷ ಕಾರ್ಯದರ್ಶಿಗಳಿಗೆ ಸೇವಾ ಭದ್ರತೆ ಒದಗಿಸಲು ಸಂಘಗಳ ಕಾರ್ಯದರ್ಶಿಗಳು ಪಾಲ್ಗೊಂಡಿದ್ದರು.	[775, 649, 1299, 663]
article-r1-col-3: ಕ್ಷೇತ್ರದ ಅಭಿವೃದ್ಧಿ ಕಾರ್ಯಗಳು ಕುಂಠಿತವಾಗದಂತೆ ನೋಡಿಕೊಳ್ಳುವ ಶಕ್ತಿ ಅವರಿಗಿದೆ. ಕಾರ್ಯಕರ್ತರ ಪಾಲಿಗೆ ಅವರು ಬೆನ್ನೆಲುಬಾಗಿದ್ದಾರೆ ಎಂದು ತಿಳಿಸಿದರು.	[1143, 400, 1332, 645]
article-a2-col-6: ಯಾವುದೇ ಶೋಷಿತ ಸಮುದಾಯದವರ ಮೇಲೆ ದೌರ್ಜನ್ಯ ನಡೆದರೂ ಸೇನೆ ಧ್ವನಿಯಾಗಲಿದೆ. ಶೋಷಿತರಿಗೆ ನ್ಯಾಯ ದೊರಕಿಸುವ ಕೆಲಸ ಮಾಡಲಿದೆ ಎಂದರು.	[586, 1036, 768, 1341]
article-r1-col-4: ಮುಂದಿನ ದಿನಗಳಲ್ಲಿ ಈ ಎಲ್ಲಾ ಕಾರಣಗಳಿಂದ ಅವರ ಸಚಿವ ಸ್ಥಾನಕ್ಕೆ ಬೆಂಬಲ ವ್ಯಕ್ತವಾಗಲಿದೆ. ಕಾರ್ಯಕ್ರಮದಲ್ಲಿ ಮುಖಂಡರು, ಕಾರ್ಯಕರ್ತರು ಭಾಗವಹಿಸಿದ್ದರು.	[1332, 400, 1512, 645]
imprint-line-2: Nireshwalya Cross Road, Goods Shed Road, Bander, Mangalore-575 001. RNI KARKAN/2004/14701	[449, 2314, 1083, 2329]
flagpole	[303, 1920, 305, 2091]
